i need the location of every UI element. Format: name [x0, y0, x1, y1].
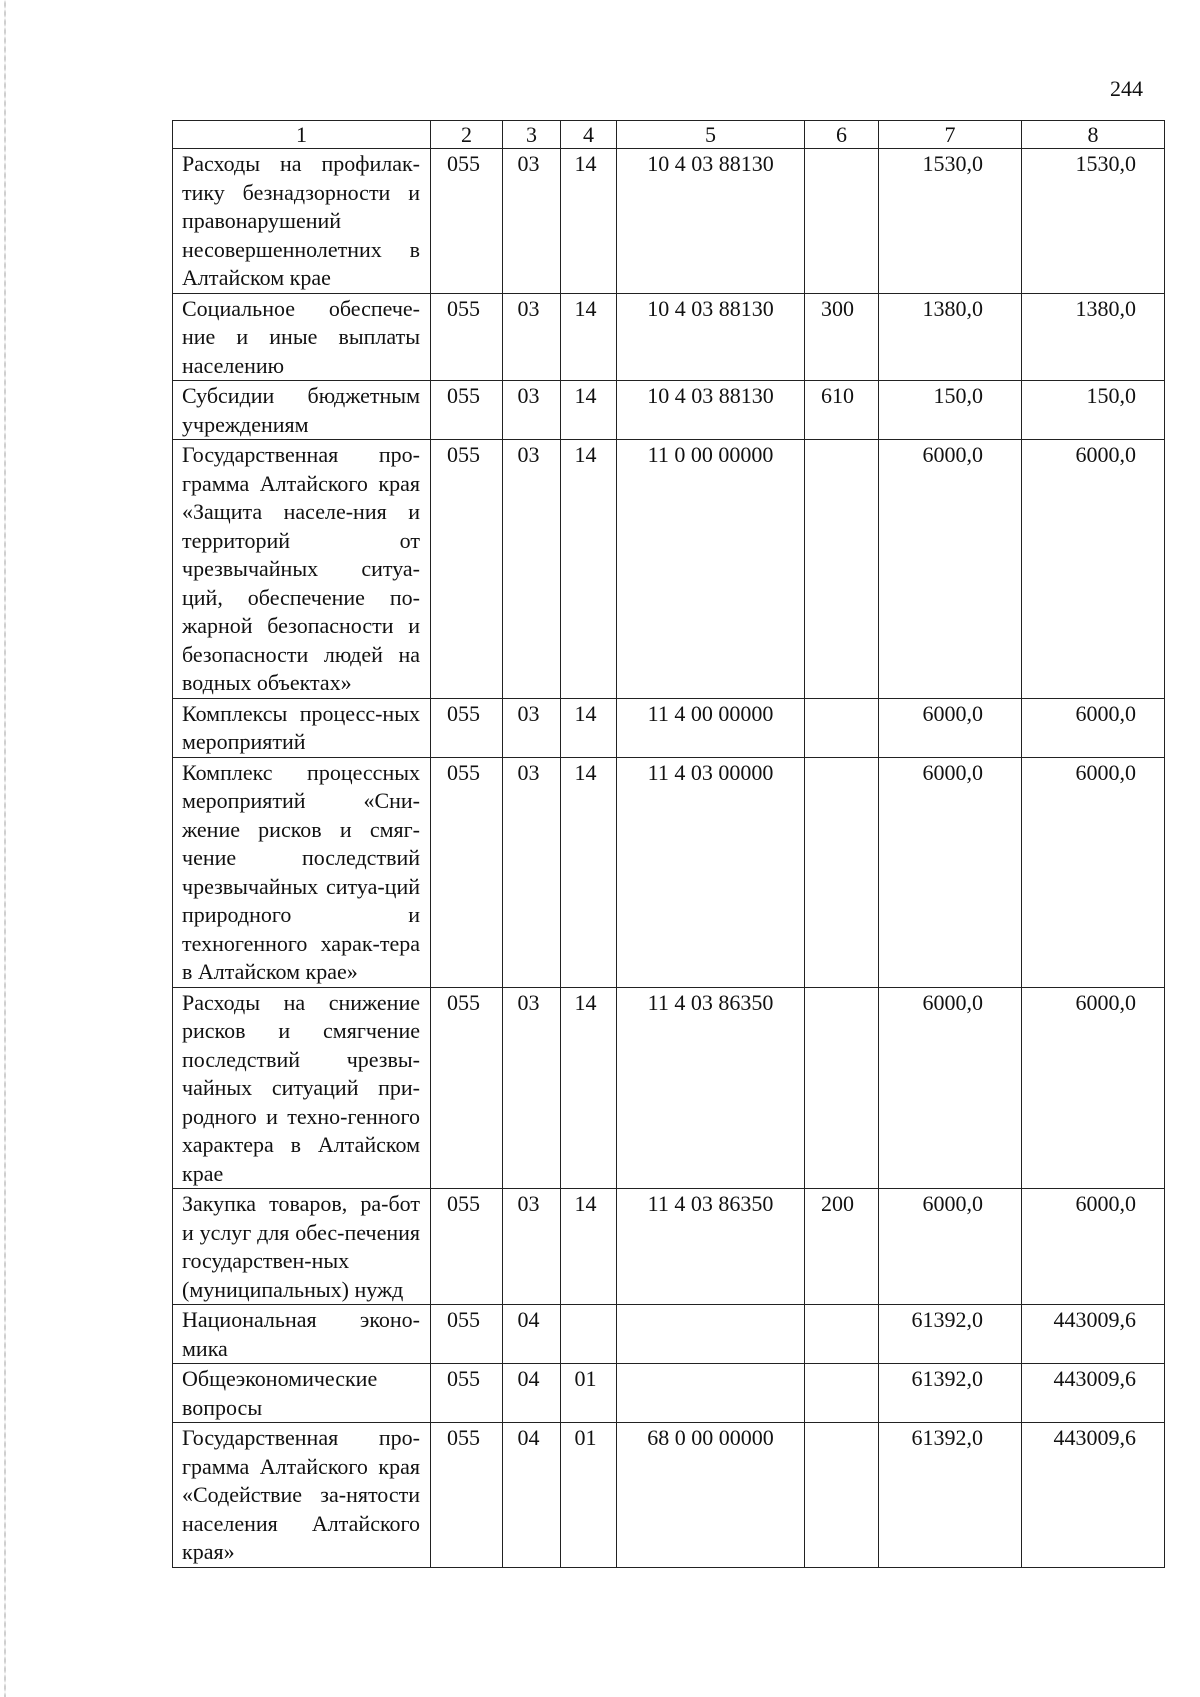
- cell-amount-2: 443009,6: [1022, 1305, 1165, 1364]
- table-row: [173, 381, 1165, 440]
- row-name: Национальная эконо-мика: [173, 1305, 431, 1364]
- cell-amount-2: 150,0: [1022, 381, 1165, 440]
- cell-amount-1: 61392,0: [879, 1423, 1022, 1568]
- cell-section: 03: [503, 987, 561, 1189]
- row-name: Общеэкономические вопросы: [173, 1364, 431, 1423]
- row-name: Государственная про-грамма Алтайского края «Содействие за-нятости населения Алтайского края»: [173, 1423, 431, 1568]
- cell-expense-type: [805, 757, 879, 987]
- cell-amount-1: 1380,0: [879, 293, 1022, 381]
- cell-expense-type: 300: [805, 293, 879, 381]
- table-row: [173, 440, 1165, 699]
- cell-subsection: 14: [561, 1189, 617, 1305]
- cell-section: 03: [503, 293, 561, 381]
- cell-subsection: 01: [561, 1423, 617, 1568]
- cell-expense-type: [805, 1305, 879, 1364]
- table-row: [173, 149, 1165, 294]
- cell-section: 03: [503, 757, 561, 987]
- header-col-2: 2: [431, 121, 503, 149]
- cell-admin-code: 055: [431, 440, 503, 699]
- header-row: [173, 121, 1165, 149]
- cell-amount-1: 150,0: [879, 381, 1022, 440]
- cell-subsection: 14: [561, 440, 617, 699]
- cell-admin-code: 055: [431, 1364, 503, 1423]
- header-col-8: 8: [1022, 121, 1165, 149]
- cell-section: 04: [503, 1305, 561, 1364]
- table-row: [173, 1364, 1165, 1423]
- row-name: Расходы на снижение рисков и смягчение последствий чрезвы-чайных ситуаций при-родного и техно-генного характера в Алтайском крае: [173, 987, 431, 1189]
- cell-amount-1: 1530,0: [879, 149, 1022, 294]
- scan-edge-artifact: [4, 0, 6, 1697]
- table-row: [173, 1189, 1165, 1305]
- header-col-7: 7: [879, 121, 1022, 149]
- cell-target-article: [617, 1305, 805, 1364]
- cell-section: 04: [503, 1364, 561, 1423]
- cell-subsection: 14: [561, 293, 617, 381]
- budget-table: [172, 120, 1165, 1568]
- cell-expense-type: [805, 1364, 879, 1423]
- table-row: [173, 757, 1165, 987]
- cell-section: 04: [503, 1423, 561, 1568]
- cell-subsection: 14: [561, 987, 617, 1189]
- row-name: Закупка товаров, ра-бот и услуг для обес-печения государствен-ных (муниципальных) нужд: [173, 1189, 431, 1305]
- cell-admin-code: 055: [431, 698, 503, 757]
- cell-subsection: 14: [561, 381, 617, 440]
- row-name: Социальное обеспече-ние и иные выплаты населению: [173, 293, 431, 381]
- table-row: [173, 698, 1165, 757]
- cell-section: 03: [503, 381, 561, 440]
- cell-amount-1: 61392,0: [879, 1364, 1022, 1423]
- cell-subsection: 14: [561, 149, 617, 294]
- header-col-5: 5: [617, 121, 805, 149]
- table-row: [173, 1305, 1165, 1364]
- cell-target-article: 11 4 03 86350: [617, 987, 805, 1189]
- cell-subsection: 01: [561, 1364, 617, 1423]
- cell-admin-code: 055: [431, 987, 503, 1189]
- cell-amount-2: 1530,0: [1022, 149, 1165, 294]
- cell-expense-type: [805, 1423, 879, 1568]
- cell-expense-type: [805, 149, 879, 294]
- cell-admin-code: 055: [431, 1423, 503, 1568]
- cell-section: 03: [503, 440, 561, 699]
- cell-expense-type: 610: [805, 381, 879, 440]
- cell-amount-1: 6000,0: [879, 698, 1022, 757]
- cell-target-article: 11 0 00 00000: [617, 440, 805, 699]
- cell-amount-1: 6000,0: [879, 1189, 1022, 1305]
- row-name: Комплексы процесс-ных мероприятий: [173, 698, 431, 757]
- cell-admin-code: 055: [431, 149, 503, 294]
- cell-expense-type: [805, 440, 879, 699]
- page-number: 244: [1110, 76, 1143, 101]
- cell-amount-2: 6000,0: [1022, 698, 1165, 757]
- cell-expense-type: 200: [805, 1189, 879, 1305]
- cell-amount-1: 61392,0: [879, 1305, 1022, 1364]
- cell-target-article: 11 4 03 86350: [617, 1189, 805, 1305]
- header-col-4: 4: [561, 121, 617, 149]
- row-name: Расходы на профилак-тику безнадзорности и правонарушений несовершеннолетних в Алтайском крае: [173, 149, 431, 294]
- header-col-1: 1: [173, 121, 431, 149]
- cell-amount-2: 6000,0: [1022, 440, 1165, 699]
- cell-target-article: 11 4 03 00000: [617, 757, 805, 987]
- cell-admin-code: 055: [431, 381, 503, 440]
- cell-amount-1: 6000,0: [879, 987, 1022, 1189]
- cell-amount-2: 6000,0: [1022, 987, 1165, 1189]
- cell-amount-2: 6000,0: [1022, 1189, 1165, 1305]
- table-row: [173, 293, 1165, 381]
- cell-target-article: 68 0 00 00000: [617, 1423, 805, 1568]
- cell-amount-2: 6000,0: [1022, 757, 1165, 987]
- cell-subsection: 14: [561, 698, 617, 757]
- row-name: Субсидии бюджетным учреждениям: [173, 381, 431, 440]
- cell-amount-2: 1380,0: [1022, 293, 1165, 381]
- cell-subsection: 14: [561, 757, 617, 987]
- cell-section: 03: [503, 698, 561, 757]
- cell-target-article: 10 4 03 88130: [617, 381, 805, 440]
- cell-amount-2: 443009,6: [1022, 1423, 1165, 1568]
- cell-expense-type: [805, 698, 879, 757]
- table-row: [173, 987, 1165, 1189]
- cell-subsection: [561, 1305, 617, 1364]
- cell-amount-1: 6000,0: [879, 757, 1022, 987]
- cell-amount-2: 443009,6: [1022, 1364, 1165, 1423]
- cell-admin-code: 055: [431, 1305, 503, 1364]
- cell-expense-type: [805, 987, 879, 1189]
- cell-amount-1: 6000,0: [879, 440, 1022, 699]
- cell-target-article: 10 4 03 88130: [617, 149, 805, 294]
- cell-target-article: 10 4 03 88130: [617, 293, 805, 381]
- row-name: Государственная про-грамма Алтайского края «Защита населе-ния и территорий от чрезвычайных ситуа-ций, обеспечение по-жарной безопасности и безопасности людей на водных объектах»: [173, 440, 431, 699]
- cell-admin-code: 055: [431, 1189, 503, 1305]
- cell-target-article: 11 4 00 00000: [617, 698, 805, 757]
- table-row: [173, 1423, 1165, 1568]
- cell-admin-code: 055: [431, 757, 503, 987]
- header-col-3: 3: [503, 121, 561, 149]
- row-name: Комплекс процессных мероприятий «Сни-жение рисков и смяг-чение последствий чрезвычайных ситуа-ций природного и техногенного харак-тера в Алтайском крае»: [173, 757, 431, 987]
- header-col-6: 6: [805, 121, 879, 149]
- cell-target-article: [617, 1364, 805, 1423]
- cell-admin-code: 055: [431, 293, 503, 381]
- cell-section: 03: [503, 149, 561, 294]
- cell-section: 03: [503, 1189, 561, 1305]
